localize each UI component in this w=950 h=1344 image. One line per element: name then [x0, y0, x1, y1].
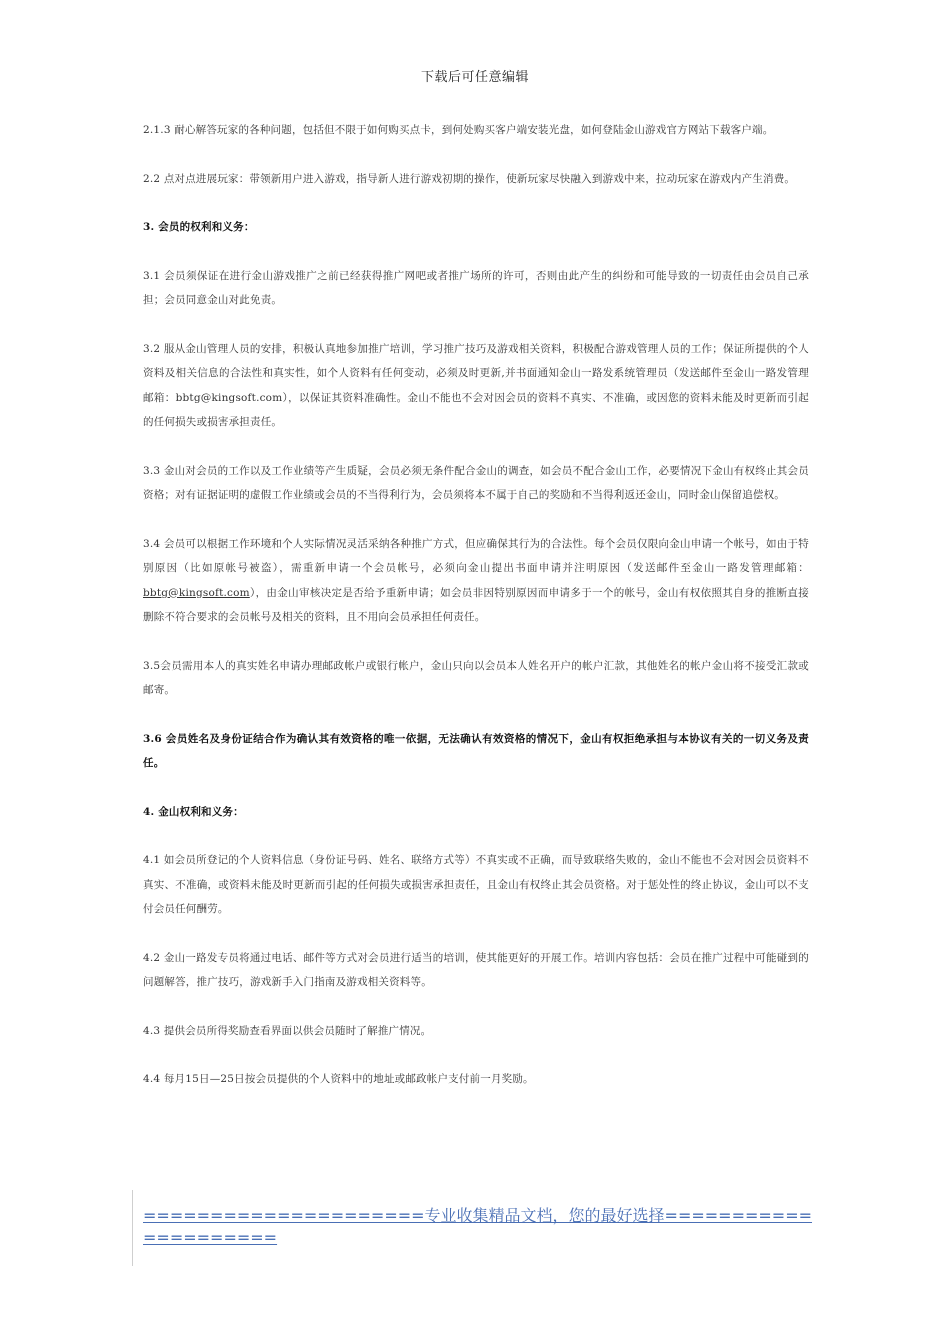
footer-link[interactable]: =====================专业收集精品文档，您的最好选择=====================	[143, 1206, 813, 1247]
paragraph-4-4: 4.4 每月15日—25日按会员提供的个人资料中的地址或邮政帐户支付前一月奖励。	[143, 1073, 534, 1085]
paragraph-3-6: 3.6 会员姓名及身份证结合作为确认其有效资格的唯一依据，无法确认有效资格的情况下，金山有权拒绝承担与本协议有关的一切义务及责任。	[143, 732, 809, 769]
paragraph-3-4	[143, 532, 809, 630]
paragraph-4-2: 4.2 金山一路发专员将通过电话、邮件等方式对会员进行适当的培训，使其能更好的开展工作。培训内容包括：会员在推广过程中可能碰到的问题解答，推广技巧，游戏新手入门指南及游戏相关资料等。	[143, 951, 809, 988]
paragraph-3-4-part2: ），由金山审核决定是否给予重新申请；如会员非因特别原因而申请多于一个的帐号，金山有权依照其自身的推断直接删除不符合要求的会员帐号及相关的资料，且不用向会员承担任何责任。	[143, 586, 809, 623]
paragraph-2-1-3: 2.1.3 耐心解答玩家的各种问题，包括但不限于如何购买点卡，到何处购买客户端安装光盘，如何登陆金山游戏官方网站下载客户端。	[143, 124, 774, 136]
document-body	[143, 118, 809, 1116]
paragraph-3-3: 3.3 金山对会员的工作以及工作业绩等产生质疑，会员必须无条件配合金山的调查，如会员不配合金山工作，必要情况下金山有权终止其会员资格；对有证据证明的虚假工作业绩或会员的不当得利行为，会员须将本不属于自己的奖励和不当得利返还金山，同时金山保留追偿权。	[143, 464, 809, 501]
paragraph-3-2: 3.2 服从金山管理人员的安排，积极认真地参加推广培训，学习推广技巧及游戏相关资料，积极配合游戏管理人员的工作；保证所提供的个人资料及相关信息的合法性和真实性，如个人资料有任何变动，必须及时更新,并书面通知金山一路发系统管理员（发送邮件至金山一路发管理邮箱：bbtg@kingsoft.com），以保证其资料准确性。金山不能也不会对因会员的资料不真实、不准确，或因您的资料未能及时更新而引起的任何损失或损害承担责任。	[143, 342, 809, 428]
paragraph-3-4-part1: 3.4 会员可以根据工作环境和个人实际情况灵活采纳各种推广方式，但应确保其行为的合法性。每个会员仅限向金山申请一个帐号，如由于特别原因（比如原帐号被盗），需重新申请一个会员帐号，必须向金山提出书面申请并注明原因（发送邮件至金山一路发管理邮箱：	[143, 537, 809, 574]
paragraph-3-1: 3.1 会员须保证在进行金山游戏推广之前已经获得推广网吧或者推广场所的许可，否则由此产生的纠纷和可能导致的一切责任由会员自己承担；会员同意金山对此免责。	[143, 269, 809, 306]
paragraph-4-3: 4.3 提供会员所得奖励查看界面以供会员随时了解推广情况。	[143, 1024, 432, 1037]
footer-divider	[132, 1190, 133, 1266]
paragraph-4-1: 4.1 如会员所登记的个人资料信息（身份证号码、姓名、联络方式等）不真实或不正确，而导致联络失败的，金山不能也不会对因会员资料不真实、不准确，或资料未能及时更新而引起的任何损失或损害承担责任，且金山有权终止其会员资格。对于惩处性的终止协议，金山可以不支付会员任何酬劳。	[143, 854, 809, 915]
paragraph-2-2: 2.2 点对点进展玩家：带领新用户进入游戏，指导新人进行游戏初期的操作，使新玩家尽快融入到游戏中来，拉动玩家在游戏内产生消费。	[143, 172, 796, 185]
section-heading-3: 3. 会员的权利和义务：	[143, 221, 255, 233]
section-heading-4: 4. 金山权利和义务：	[143, 805, 244, 818]
email-link[interactable]: bbtg@kingsoft.com	[143, 586, 250, 599]
page-header: 下载后可任意编辑	[420, 70, 529, 85]
paragraph-3-5: 3.5会员需用本人的真实姓名申请办理邮政帐户或银行帐户，金山只向以会员本人姓名开户的帐户汇款，其他姓名的帐户金山将不接受汇款或邮寄。	[143, 659, 809, 696]
